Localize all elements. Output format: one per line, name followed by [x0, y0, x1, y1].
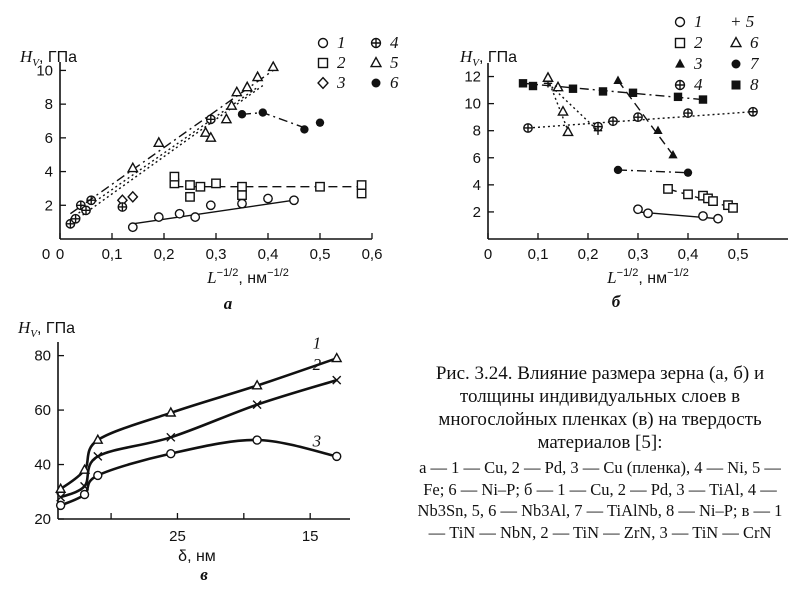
series-6: [238, 108, 324, 133]
data-point: [207, 201, 215, 209]
data-point: [674, 93, 682, 101]
data-point: [264, 194, 272, 202]
data-point: [629, 89, 637, 97]
x-tick-label: 0: [55, 246, 65, 263]
series-curve: [61, 358, 337, 489]
data-point: [709, 197, 717, 205]
y-tick-label: 10: [36, 62, 53, 80]
data-point: [186, 181, 194, 189]
series-2: [664, 185, 737, 212]
data-point: [207, 115, 215, 123]
data-point: [167, 450, 175, 458]
legend-label: 5: [390, 53, 399, 72]
data-point: [599, 87, 607, 95]
legend-label: 4: [694, 75, 703, 94]
legend-label: 6: [390, 73, 399, 92]
x-tick-label: 25: [169, 528, 186, 545]
legend-label: 3: [337, 73, 346, 92]
figure-caption: [412, 362, 788, 543]
data-point: [300, 125, 308, 133]
data-point: [543, 73, 552, 81]
series-label: 3: [312, 431, 322, 451]
data-point: [269, 62, 278, 70]
x-tick-label: 15: [301, 528, 319, 545]
chart-a: [19, 33, 399, 313]
legend-marker: [732, 60, 741, 69]
legend: [675, 12, 760, 94]
legend-label: 2: [694, 33, 703, 52]
data-point: [154, 138, 163, 146]
data-point: [333, 452, 341, 460]
series-3: [613, 76, 677, 159]
data-point: [644, 209, 652, 217]
series-line: [618, 170, 688, 173]
x-axis-label: $L^{-1/2}$, $нм^{-1/2}$: [607, 267, 689, 287]
chart-b: [459, 12, 788, 311]
chart-c: [17, 318, 350, 584]
x-tick-label: 0,1: [101, 246, 123, 263]
y-axis-label: $H_V$, ГПа: [18, 318, 75, 340]
legend-marker: [676, 81, 685, 90]
data-point: [212, 179, 220, 187]
x-tick-label: 0: [483, 246, 493, 263]
caption-legend: а — 1 — Cu, 2 — Pd, 3 — Cu (пленка), 4 — Ni, 5 — Fe; 6 — Ni–P; б — 1 — Cu, 2 — Pd, 3 — TiAl, 4 — Nb3Sn, 5, 6 — Nb3Al, 7 — TiAlNb, 8 — Ni–P; в — 1 — TiN — NbN, 2 — TiN — ZrN, 3 — TiN — CrN: [417, 458, 783, 542]
data-point: [634, 205, 642, 213]
legend-label: 8: [750, 75, 759, 94]
panel-label: б: [611, 292, 621, 311]
y-zero-label: 0: [41, 246, 51, 263]
caption-title: Рис. 3.24. Влияние размера зерна (а, б) и толщины индивидуальных слоев в многослойных пленках (в) на твердость материалов [5]:: [435, 363, 765, 453]
x-tick-label: 0,1: [527, 246, 549, 263]
y-axis-label: $H_V$, ГПа: [20, 47, 77, 69]
data-point: [81, 490, 89, 498]
series-1: [56, 333, 341, 492]
y-tick-label: 6: [472, 149, 481, 167]
data-point: [609, 117, 617, 125]
data-point: [222, 114, 231, 122]
data-point: [714, 214, 722, 222]
data-point: [684, 190, 692, 198]
series-line: [242, 113, 304, 128]
series-line: [618, 81, 673, 156]
data-point: [569, 85, 577, 93]
x-tick-label: 0,2: [577, 246, 599, 263]
data-point: [524, 124, 532, 132]
data-point: [259, 108, 267, 116]
data-point: [82, 206, 90, 214]
data-point: [563, 127, 572, 135]
legend-marker: [675, 59, 685, 68]
x-axis-label: δ, нм: [178, 548, 216, 565]
data-point: [613, 76, 622, 84]
data-point: [684, 168, 692, 176]
y-tick-label: 60: [34, 402, 51, 420]
y-tick-label: 2: [44, 197, 53, 215]
data-point: [71, 215, 79, 223]
data-point: [238, 191, 246, 199]
series-label: 1: [312, 333, 322, 353]
data-point: [357, 189, 365, 197]
legend-marker: [731, 38, 741, 47]
legend-label: 1: [337, 33, 346, 52]
legend-label: 6: [750, 33, 759, 52]
x-tick-label: 0,4: [677, 246, 699, 263]
panel-label: а: [223, 294, 233, 313]
data-point: [316, 183, 324, 191]
data-point: [129, 223, 137, 231]
x-tick-label: 0,2: [153, 246, 175, 263]
legend-marker: [318, 78, 328, 89]
data-point: [253, 72, 262, 80]
data-point: [118, 203, 126, 211]
data-point: [201, 128, 210, 136]
legend-label: 3: [694, 54, 703, 73]
data-point: [290, 196, 298, 204]
panel-label: в: [200, 565, 208, 584]
data-point: [191, 213, 199, 221]
data-point: [170, 172, 178, 180]
data-point: [519, 79, 527, 87]
legend-marker: [676, 18, 685, 27]
data-point: [243, 82, 252, 90]
y-tick-label: 2: [472, 203, 481, 221]
data-point: [332, 354, 341, 362]
x-tick-label: 0,5: [727, 246, 749, 263]
data-point: [232, 87, 241, 95]
y-tick-label: 12: [464, 68, 481, 86]
legend-label: 7: [750, 54, 759, 73]
series-curve: [61, 440, 337, 505]
legend-label: 2: [337, 53, 346, 72]
data-point: [684, 109, 692, 117]
series-4: [524, 108, 757, 133]
y-tick-label: 10: [464, 95, 481, 113]
legend-marker: [372, 79, 381, 88]
data-point: [749, 108, 757, 116]
x-tick-label: 0,5: [309, 246, 331, 263]
data-point: [614, 166, 622, 174]
y-tick-label: 8: [44, 96, 53, 114]
legend-marker: [732, 81, 741, 90]
y-tick-label: 4: [44, 163, 53, 181]
data-point: [238, 110, 246, 118]
y-tick-label: 4: [472, 176, 481, 194]
series-7: [614, 166, 692, 177]
data-point: [634, 113, 642, 121]
legend-marker: [319, 59, 328, 68]
x-axis-label: $L^{-1/2}$, $нм^{-1/2}$: [207, 267, 289, 287]
data-point: [529, 82, 537, 90]
data-point: [57, 501, 65, 509]
legend-label: 1: [694, 12, 703, 31]
data-point: [664, 185, 672, 193]
data-point: [729, 204, 737, 212]
data-point: [186, 193, 194, 201]
data-point: [155, 213, 163, 221]
data-point: [357, 181, 365, 189]
y-axis-label: $H_V$, ГПа: [460, 47, 517, 69]
data-point: [699, 212, 707, 220]
legend: [318, 33, 399, 92]
series-1: [129, 194, 299, 231]
data-point: [196, 183, 204, 191]
y-tick-label: 20: [34, 511, 51, 528]
data-point: [94, 471, 102, 479]
data-point: [128, 192, 137, 202]
legend-marker: [371, 58, 381, 67]
data-point: [238, 183, 246, 191]
y-tick-label: 80: [34, 347, 51, 365]
series-1: [634, 205, 722, 223]
x-tick-label: 0,6: [361, 246, 383, 263]
legend-label: + 5: [730, 12, 755, 31]
data-point: [175, 210, 183, 218]
x-tick-label: 0,3: [627, 246, 649, 263]
data-point: [238, 199, 246, 207]
series-label: 2: [312, 355, 322, 375]
x-tick-label: 0,4: [257, 246, 279, 263]
axes: [19, 47, 382, 313]
legend-marker: [372, 39, 381, 48]
legend-label: 4: [390, 33, 399, 52]
y-tick-label: 40: [34, 456, 51, 474]
y-tick-label: 8: [472, 122, 481, 140]
data-point: [699, 95, 707, 103]
x-tick-label: 0,3: [205, 246, 227, 263]
data-point: [316, 118, 324, 126]
legend-marker: [319, 39, 328, 48]
y-tick-label: 6: [44, 129, 53, 147]
data-point: [253, 436, 261, 444]
legend-marker: [676, 39, 685, 48]
